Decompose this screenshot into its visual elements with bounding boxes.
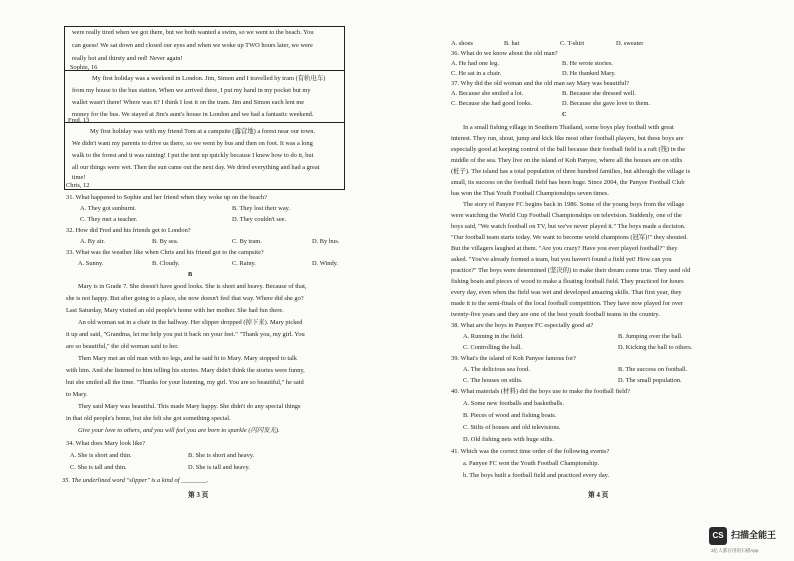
answer-option: C. T-shirt — [560, 40, 585, 47]
question: 33. What was the weather like when Chris and his friend got to the campsite? — [66, 249, 264, 256]
passage-line: We didn't want my parents to drive us there, so we went by bus and then on foot. It was a long — [72, 140, 313, 147]
passage-line: with him. And she listened to him telling his stories. Mary didn't think the stories were funny, — [66, 367, 305, 374]
author-signature: Fred, 13 — [68, 117, 90, 124]
answer-option: B. Pieces of wood and fishing boats. — [463, 412, 557, 419]
passage-line: Then Mary met an old man with no legs, and he said hi to Mary. Mary stopped to talk — [78, 355, 297, 362]
page-number: 第 4 页 — [588, 492, 609, 499]
passage-line: Give your love to others, and you will feel you are born to sparkle (闪闪发光). — [78, 427, 280, 434]
question: 40. What materials (材料) did the boys use to make the football field? — [451, 388, 630, 395]
passage-line: but she smiled all the time. "Thanks for your listening, my girl. You are so beautiful," he said — [66, 379, 304, 386]
answer-option: B. Because she dressed well. — [562, 90, 636, 97]
passage-line: fishing boats and pieces of wood to make a floating football field. They practiced for hours — [451, 278, 684, 285]
answer-option: C. The houses on stilts. — [463, 377, 523, 384]
passage-line: to Mary. — [66, 391, 88, 398]
passage-line: They said Mary was beautiful. This made Mary happy. She didn't do any special things — [78, 403, 301, 410]
question: 35. The underlined word "slipper" is a kind of ________. — [62, 477, 209, 484]
answer-option: D. Windy. — [312, 260, 339, 267]
section-heading: B — [188, 271, 193, 278]
answer-option: B. They lost their way. — [232, 205, 291, 212]
event-item: a. Panyee FC won the Youth Football Championship. — [463, 460, 599, 467]
passage-line: it up and said, "Grandma, let me help you put it back on your feet." "Thank you, my girl. You — [66, 331, 305, 338]
page-number: 第 3 页 — [188, 492, 209, 499]
passage-line: In a small fishing village in Southern Thailand, some boys play football with great — [463, 124, 674, 131]
passage-line: has won the Thai Youth Football Championships seven times. — [451, 190, 609, 197]
scanner-tagline: 3亿人都在用的扫描App — [711, 548, 759, 553]
answer-option: C. Stilts of houses and old televisions. — [463, 424, 561, 431]
passage-line: An old woman sat in a chair in the hallway. Her slipper dropped (掉下来). Mary picked — [78, 319, 303, 326]
passage-line: all our things were wet. Then the sun came out the next day. We dried everything and had a great — [72, 164, 320, 171]
answer-option: B. By sea. — [152, 238, 179, 245]
divider — [64, 70, 344, 71]
answer-option: A. He had one leg. — [451, 60, 499, 67]
event-item: b. The boys built a football field and practiced every day. — [463, 472, 610, 479]
answer-option: B. He wrote stories. — [562, 60, 613, 67]
answer-option: B. Cloudy. — [152, 260, 180, 267]
answer-option: C. Rainy. — [232, 260, 256, 267]
question: 34. What does Mary look like? — [66, 440, 146, 447]
passage-line: she is not happy. But after going to a place, she now doesn't feel that way. Where did she go? — [66, 295, 304, 302]
passage-line: especially good at keeping control of the ball because their football field is a raft (筏) in the — [451, 146, 686, 153]
answer-option: A. Because she smiled a lot. — [451, 90, 524, 97]
passage-line: Mary is in Grade 7. She doesn't have good looks. She is short and heavy. Because of that, — [78, 283, 307, 290]
answer-option: B. She is short and heavy. — [188, 452, 255, 459]
section-heading: C — [562, 111, 567, 118]
passage-line: twenty-five years and they are one of the best youth football teams in the country. — [451, 311, 660, 318]
passage-line: But the villagers laughed at them. "Are you crazy? Have you ever played football?" they — [451, 245, 678, 252]
passage-line: wallet wasn't there! Where was it? I think I lost it on the tram. Jim and Simon each lent me — [72, 99, 305, 106]
answer-option: A. They got sunburnt. — [80, 205, 137, 212]
passage-line: My first holiday was with my friend Tom at a campsite (露营地) a forest near our town. — [90, 128, 316, 135]
answer-option: C. He sat in a chair. — [451, 70, 502, 77]
passage-line: are so beautiful," the old woman said to her. — [66, 343, 179, 350]
scanner-logo-icon: CS — [709, 527, 727, 545]
answer-option: D. He thanked Mary. — [562, 70, 616, 77]
passage-line: The story of Panyee FC begins back in 1986. Some of the young boys from the village — [463, 201, 685, 208]
scanner-brand-name: 扫描全能王 — [731, 530, 777, 540]
author-signature: Sophie, 16 — [70, 64, 98, 71]
answer-option: D. Kicking the ball to others. — [618, 344, 693, 351]
question: 32. How did Fred and his friends get to London? — [66, 227, 191, 234]
passage-line: (桩子). The island has a total population of three hundred families, but although the village is — [451, 168, 691, 175]
answer-option: A. By air. — [80, 238, 105, 245]
passage-line: My first holiday was a weekend in London. Jim, Simon and I travelled by tram (有轨电车) — [92, 75, 326, 82]
passage-line: can guess! We sat down and closed our eyes and when we woke up TWO hours later, we were — [72, 42, 313, 49]
answer-option: C. Because she had good looks. — [451, 100, 533, 107]
passage-line: "Our football team starts today. We want to become world champions (冠军)!" they shouted. — [451, 234, 688, 241]
passage-line: practice?" The boys were determined (坚决的) to make their dream come true. They used old — [451, 267, 691, 274]
question: 31. What happened to Sophie and her friend when they woke up on the beach? — [66, 194, 267, 201]
author-signature: Chris, 12 — [66, 182, 90, 189]
passage-line: time! — [72, 174, 86, 181]
question: 41. Which was the correct time order of the following events? — [451, 448, 610, 455]
answer-option: D. They couldn't see. — [232, 216, 287, 223]
answer-option: D. By bus. — [312, 238, 340, 245]
question: 39. What's the island of Koh Panyee famous for? — [451, 355, 577, 362]
passage-line: walk to the forest and it was raining! I put the tent up quickly because I knew how to do it, but — [72, 152, 314, 159]
passage-line: middle of the sea. They live on the island of Koh Panyee, where all the houses are on stilts — [451, 157, 683, 164]
question: 38. What are the boys in Panyee FC especially good at? — [451, 322, 594, 329]
passage-line: were watching the World Cup Football Championships on television. Suddenly, one of the — [451, 212, 682, 219]
passage-line: Last Saturday, Mary visited an old people's home with her mother. She had fun there. — [66, 307, 284, 314]
answer-option: C. They met a teacher. — [80, 216, 138, 223]
passage-line: every day, even when the field was wet and developed amazing skills. That first year, they — [451, 289, 682, 296]
passage-line: made it to the semi-finals of the local football competition. They have now played for over — [451, 300, 684, 307]
passage-line: really hot and thirsty and red! Never again! — [72, 55, 183, 62]
answer-option: C. She is tall and thin. — [70, 464, 127, 471]
answer-option: D. sweater — [616, 40, 644, 47]
answer-option: D. The small population. — [618, 377, 682, 384]
passage-line: small, its success on the football field has been huge. Since 2004, the Panyee Football Club — [451, 179, 685, 186]
answer-option: A. The delicious sea food. — [463, 366, 530, 373]
passage-line: were really tired when we got there, but we both wanted a swim, so we went to the beach. You — [72, 29, 314, 36]
passage-line: in that old people's home, but she felt she got something special. — [66, 415, 231, 422]
question: 36. What do we know about the old man? — [451, 50, 558, 57]
answer-option: A. Some new footballs and basketballs. — [463, 400, 564, 407]
passage-line: from my house to the bus station. When we arrived there, I put my hand in my pocket but my — [72, 87, 311, 94]
answer-option: A. She is short and thin. — [70, 452, 132, 459]
answer-option: A. shoes — [451, 40, 474, 47]
answer-option: D. Old fishing nets with huge stilts. — [463, 436, 554, 443]
answer-option: B. hat — [504, 40, 520, 47]
answer-option: A. Running in the field. — [463, 333, 524, 340]
answer-option: C. By tram. — [232, 238, 262, 245]
answer-option: A. Sunny. — [78, 260, 104, 267]
passage-line: asked. "You've already formed a team, but you haven't found a field yet! How can you — [451, 256, 672, 263]
divider — [64, 122, 344, 123]
answer-option: D. Because she gave love to them. — [562, 100, 651, 107]
passage-line: boys said, "We watch football on TV, but we've never played it." The boys made a decision. — [451, 223, 686, 230]
answer-option: D. She is tall and heavy. — [188, 464, 250, 471]
answer-option: B. The success on football. — [618, 366, 688, 373]
passage-line: money for the bus. We stayed at Jim's aunt's house in London and we had a fantastic weekend. — [72, 111, 314, 118]
answer-option: C. Controlling the ball. — [463, 344, 523, 351]
question: 37. Why did the old woman and the old man say Mary was beautiful? — [451, 80, 630, 87]
answer-option: B. Jumping over the ball. — [618, 333, 683, 340]
passage-line: interest. They run, shout, jump and kick like most other football players, but these boys are — [451, 135, 684, 142]
